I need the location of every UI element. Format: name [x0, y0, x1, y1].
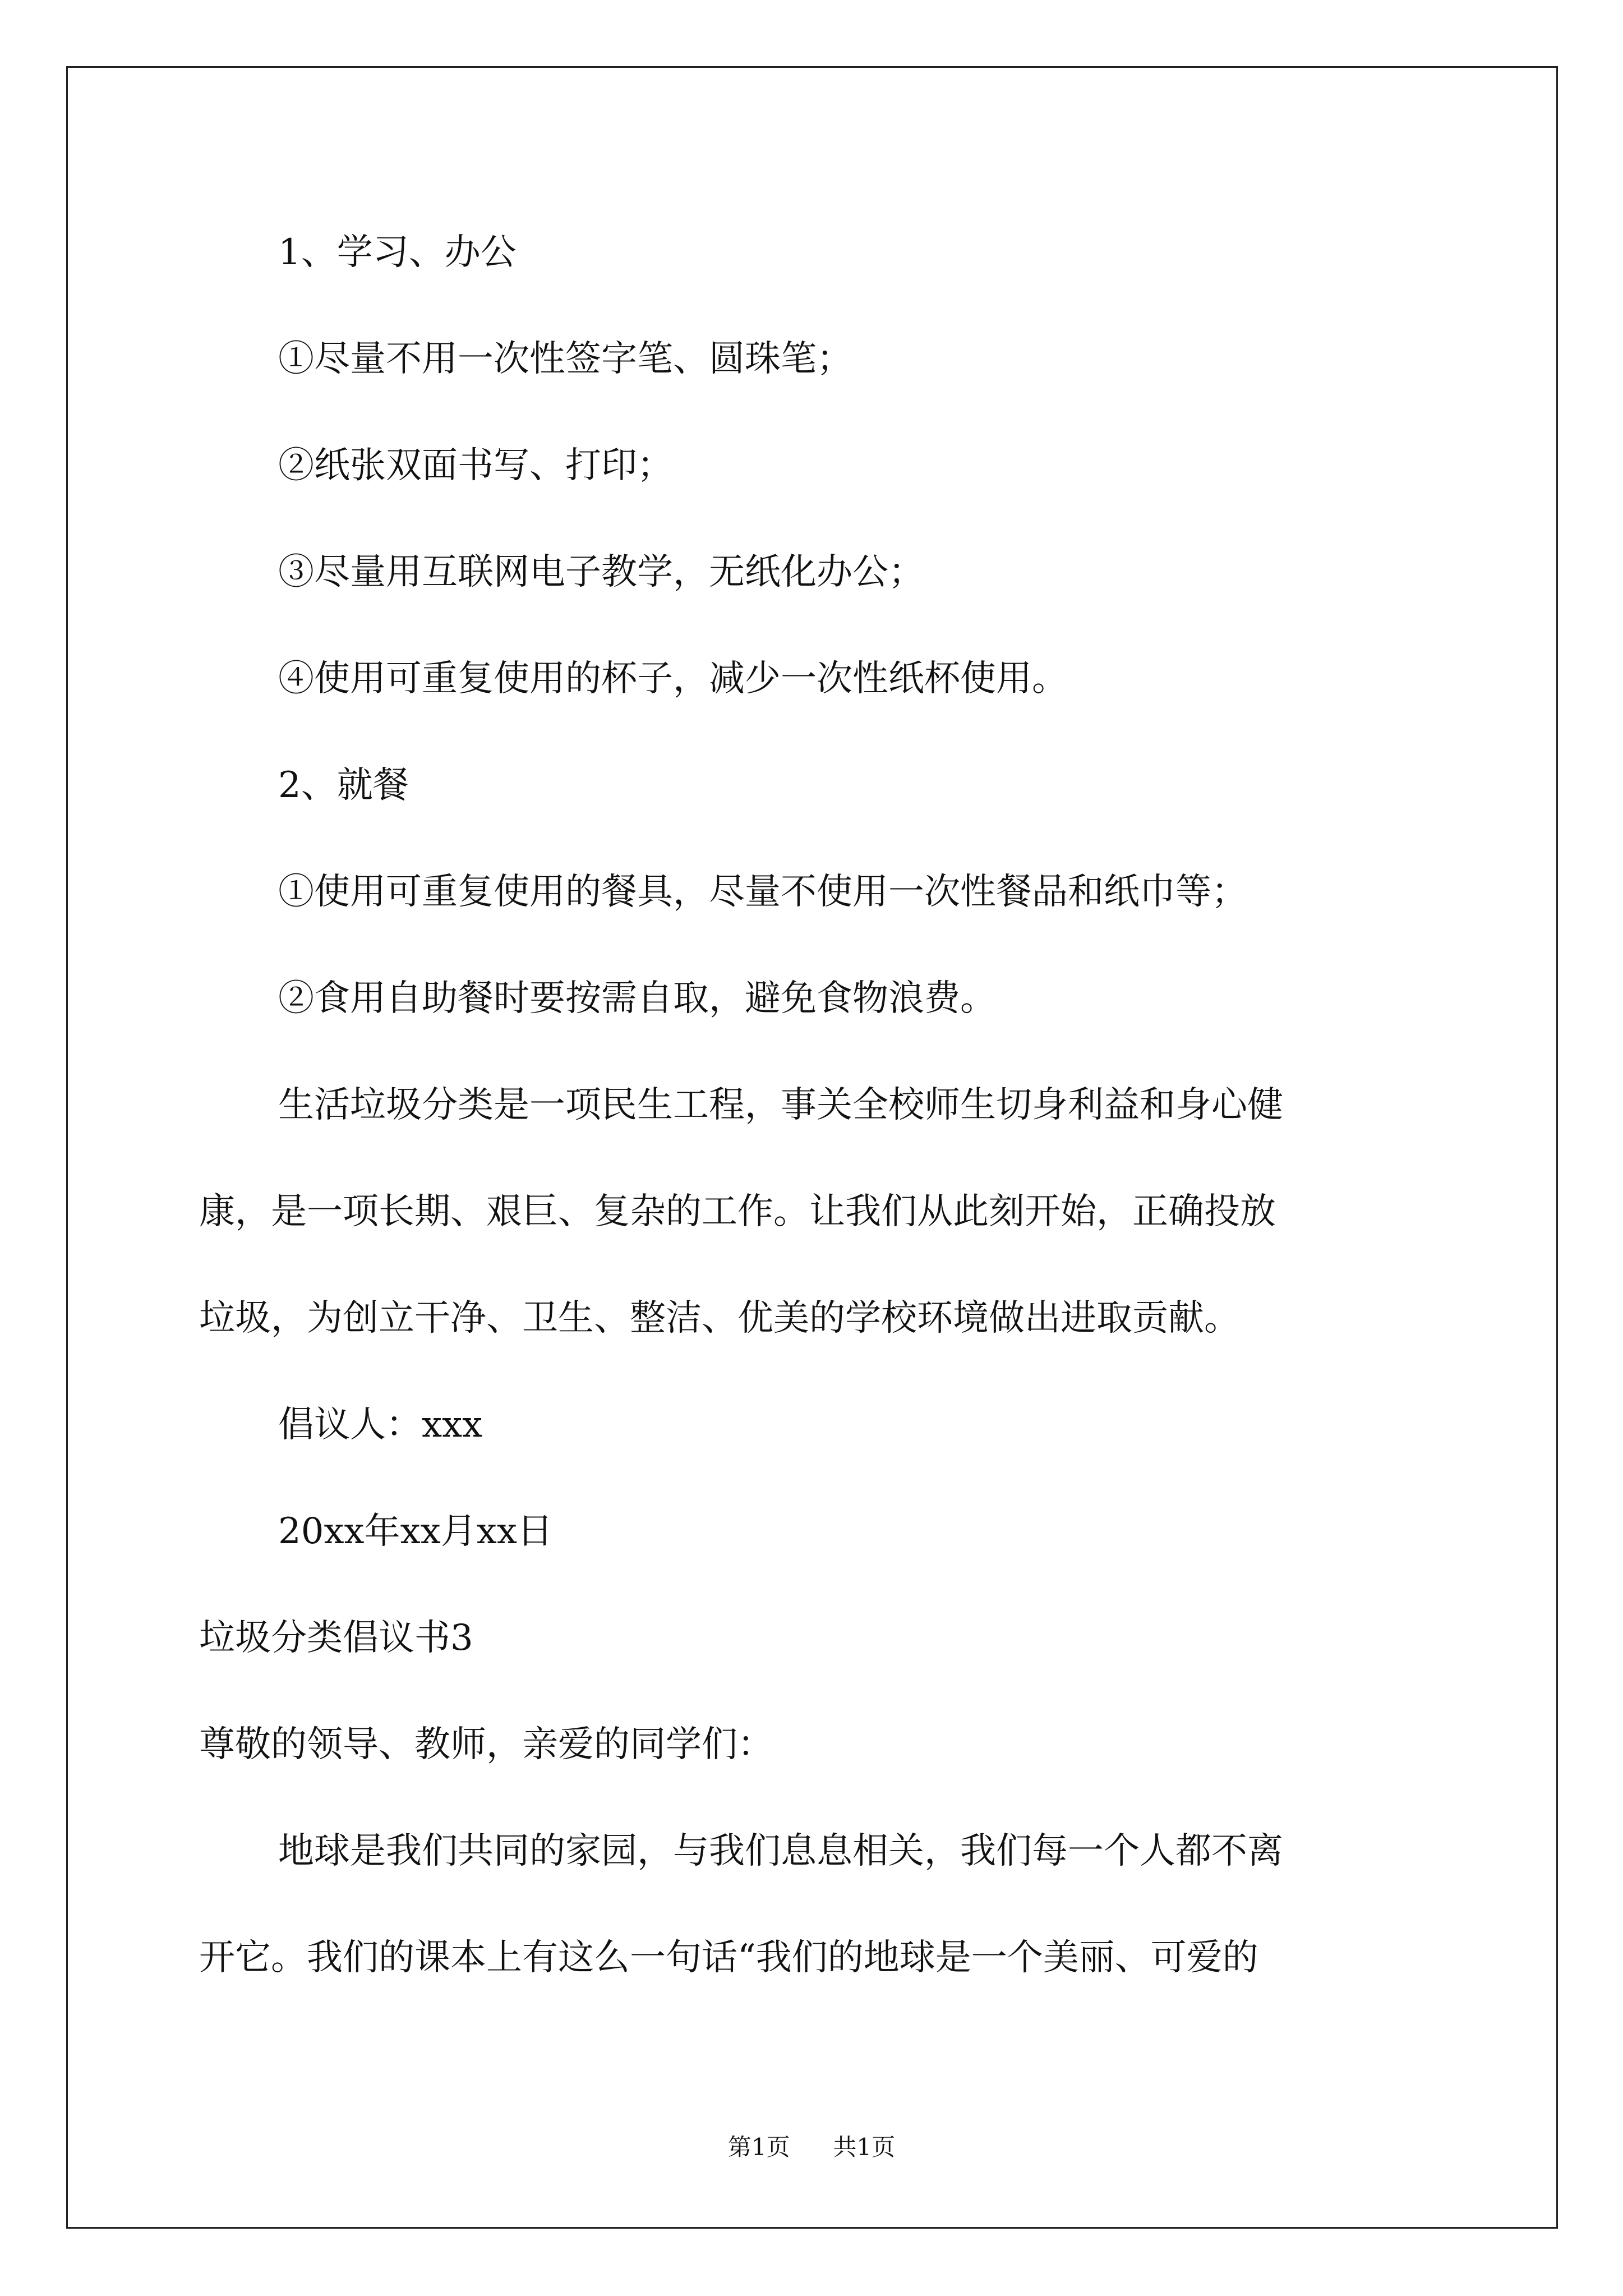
paragraph-line: ②食用自助餐时要按需自取，避免食物浪费。: [278, 978, 996, 1019]
paragraph-line: 垃圾，为创立干净、卫生、整洁、优美的学校环境做出进取贡献。: [199, 1297, 1240, 1339]
paragraph-line: 生活垃圾分类是一项民生工程，事关全校师生切身利益和身心健: [278, 1084, 1283, 1126]
initiator-line: 倡议人：xxx: [278, 1404, 483, 1446]
salutation: 尊敬的领导、教师，亲爱的同学们：: [199, 1724, 773, 1765]
paragraph-line: 康，是一项长期、艰巨、复杂的工作。让我们从此刻开始，正确投放: [199, 1191, 1276, 1232]
paragraph-line: 地球是我们共同的家园，与我们息息相关，我们每一个人都不离: [278, 1830, 1283, 1872]
paragraph-line: ①尽量不用一次性签字笔、圆珠笔；: [278, 338, 852, 380]
section-heading-dining: 2、就餐: [278, 765, 409, 806]
section-heading-study-office: 1、学习、办公: [278, 232, 517, 273]
date-line: 20xx年xx月xx日: [278, 1511, 553, 1552]
paragraph-line: ①使用可重复使用的餐具，尽量不使用一次性餐品和纸巾等；: [278, 871, 1247, 913]
page-number: 第1页: [727, 2133, 790, 2161]
paragraph-line: ③尽量用互联网电子教学，无纸化办公；: [278, 551, 924, 593]
paragraph-line: ②纸张双面书写、打印；: [278, 445, 673, 486]
paragraph-line: ④使用可重复使用的杯子，减少一次性纸杯使用。: [278, 658, 1068, 700]
page-border: [66, 66, 1558, 2229]
page-total: 共1页: [833, 2133, 896, 2161]
document-title: 垃圾分类倡议书3: [199, 1617, 473, 1659]
paragraph-line: 开它。我们的课本上有这么一句话“我们的地球是一个美丽、可爱的: [199, 1937, 1258, 1978]
page-footer: [0, 2132, 1623, 2163]
